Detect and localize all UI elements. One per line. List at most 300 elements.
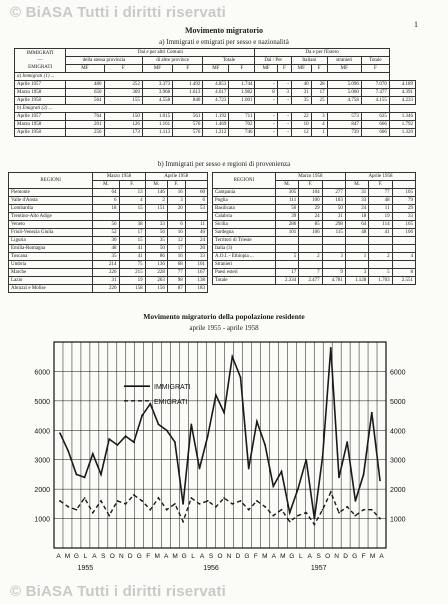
total-cell: 1.128 [345,277,368,285]
point-emigrati [346,506,348,508]
table-cell: 739 [327,129,361,137]
table-cell: 35 [145,237,167,245]
table-cell [369,245,392,253]
table-cell: 126 [104,121,142,129]
table-cell: 286 [275,221,298,229]
point-emigrati [67,506,69,508]
table-cell: 40 [185,229,207,237]
point-emigrati [117,500,119,502]
x-tick-label: N [118,553,124,560]
table-cell: 35 [291,97,311,105]
sub-f: F. [119,181,145,189]
table-cell: 18 [93,205,119,213]
table-cell: 165 [392,221,415,229]
table-cell: 1.469 [203,121,229,129]
region-name: Emilia-Romagna [9,245,93,253]
point-emigrati [207,500,209,502]
table-cell [392,245,415,253]
point-immigrati [117,444,119,446]
table-cell: 56 [275,205,298,213]
point-emigrati [322,509,324,511]
sub-f: F [311,65,327,73]
x-tick-label: S [101,553,106,560]
point-immigrati [59,432,61,434]
table-cell: 48 [345,229,368,237]
table-cell [167,213,185,221]
table-cell: 606 [361,129,389,137]
table-cell: 15 [119,205,145,213]
table-cell: 576 [173,121,203,129]
sub-m: M. [93,181,119,189]
table-cell: 183 [185,285,207,293]
x-tick-label: A [199,553,205,560]
point-emigrati [248,509,250,511]
table-row [213,245,416,253]
table-cell: 41 [119,253,145,261]
point-immigrati [330,347,332,349]
point-immigrati [84,476,86,478]
total-cell: 2.551 [392,277,415,285]
table-cell: 33 [392,213,415,221]
table-cell: 5.096 [327,81,361,89]
sub-m: M. [145,181,167,189]
y-tick-label-left: 5000 [34,398,50,406]
table-cell: - [255,129,277,137]
table-cell: 17 [119,229,145,237]
row-label: Marzo 1958 [15,89,66,97]
region-name: Piemonte [9,189,93,197]
table-cell [322,261,345,269]
table-cell: 11 [369,205,392,213]
table-cell: 19 [369,213,392,221]
point-emigrati [256,500,258,502]
table-cell: 1.015 [142,113,172,121]
region-name: Campania [213,189,276,197]
table-row [9,229,208,237]
table-cell: 31 [322,213,345,221]
table-cell: 20 [185,245,207,253]
table-cell: 17 [167,245,185,253]
point-immigrati [133,441,135,443]
x-tick-label: M [172,553,178,560]
table-cell [299,237,322,245]
x-tick-label: M [64,553,71,560]
table-cell: 573 [327,113,361,121]
table-cell: 702 [229,121,255,129]
table-cell: 16 [167,253,185,261]
x-tick-label: F [253,553,258,560]
table-cell: 13 [119,189,145,197]
table-cell: 85 [299,221,322,229]
table-cell: 79 [392,197,415,205]
point-immigrati [256,421,258,423]
point-emigrati [231,503,233,505]
table-row [213,253,416,261]
region-name: Puglia [213,197,276,205]
table-cell [345,261,368,269]
total-cell: 2.477 [299,277,322,285]
point-emigrati [264,506,266,508]
table-row [213,269,416,277]
x-tick-label: O [325,553,331,560]
table-cell: 9 [322,269,345,277]
table-cell: 24 [185,237,207,245]
table-cell: 4 [311,121,327,129]
table-cell: 106 [392,229,415,237]
table-cell: 41 [369,229,392,237]
y-tick-label-left: 1000 [34,516,50,524]
head-marzo: Marzo 1958 [93,173,145,181]
table-cell: 53 [185,205,207,213]
table-cell: 3.968 [142,89,172,97]
point-immigrati [76,474,78,476]
table-cell: 3 [322,253,345,261]
table-cell: 4.189 [389,81,415,89]
point-immigrati [199,468,201,470]
table-cell: 39 [275,213,298,221]
x-tick-label: S [316,553,321,560]
point-emigrati [272,515,274,517]
point-immigrati [281,471,283,473]
table-cell: 6 [185,197,207,205]
table-a-row-header: IMMIGRATI — EMIGRATI [15,49,66,73]
point-immigrati [174,441,176,443]
x-tick-label: G [289,553,295,560]
table-cell: - [277,129,291,137]
point-emigrati [125,503,127,505]
head-regioni: REGIONI [213,173,276,189]
head-marzo: Marzo 1958 [275,173,345,181]
table-row [9,205,208,213]
table-cell: 7.070 [361,81,389,89]
table-cell: 1.320 [389,129,415,137]
table-cell: 115 [322,229,345,237]
table-cell: 4.758 [327,97,361,105]
year-label: 1955 [77,565,94,572]
table-cell: 48 [369,197,392,205]
region-name: Stranieri [213,261,276,269]
head-altri-comuni: Dal e per altri Comuni [66,49,255,57]
table-cell: 1 [345,253,368,261]
point-emigrati [108,515,110,517]
head-emigrati: EMIGRATI [28,65,53,70]
y-tick-label-left: 4000 [34,428,50,436]
table-cell: 22 [291,113,311,121]
table-cell: 100 [299,197,322,205]
table-cell: 52 [93,229,119,237]
x-tick-label: M [369,553,376,560]
head-aprile: Aprile 1958 [145,173,207,181]
y-tick-label-right: 1000 [390,516,406,524]
table-cell [299,245,322,253]
col-stranieri: stranieri [327,57,361,65]
table-cell: 77 [167,269,185,277]
table-cell: 33 [145,221,167,229]
x-tick-label: F [146,553,151,560]
region-name: Territori di Trieste [213,237,276,245]
table-cell: - [255,81,277,89]
table-cell: 746 [229,129,255,137]
point-emigrati [330,491,332,493]
table-cell: 215 [119,269,145,277]
table-row [9,189,208,197]
table-cell: 2 [145,197,167,205]
point-immigrati [346,441,348,443]
year-label: 1957 [310,565,327,572]
table-row [15,89,416,97]
table-cell: 480 [66,81,104,89]
point-emigrati [84,497,86,499]
point-emigrati [363,509,365,511]
table-row [9,245,208,253]
x-tick-label: D [127,553,133,560]
sub-m: M. [345,181,368,189]
region-name: Valle d'Aosta [9,197,93,205]
table-cell: 1.001 [229,97,255,105]
point-immigrati [297,488,299,490]
x-tick-label: L [298,553,303,560]
point-immigrati [182,503,184,505]
table-cell: 98 [167,277,185,285]
table-row [9,277,208,285]
table-row [15,97,416,105]
x-tick-label: L [191,553,195,560]
table-cell: 41 [119,245,145,253]
point-immigrati [371,412,373,414]
sub-mf: MF [291,65,311,73]
x-tick-label: G [244,553,250,560]
table-cell: 3 [277,89,291,97]
x-tick-label: S [208,553,214,560]
y-tick-label-left: 3000 [34,457,50,465]
table-row [9,261,208,269]
point-immigrati [125,435,127,437]
table-cell: 4.853 [203,81,229,89]
point-immigrati [305,459,307,461]
group-label: b) Emigrati (2) ... [15,105,390,113]
table-row [9,285,208,293]
table-cell: 86 [145,253,167,261]
table-cell: 1.492 [173,81,203,89]
x-tick-label: A [307,553,312,560]
region-name: Basilicata [213,205,276,213]
region-name: Lazio [9,277,93,285]
subtitle-b: b) Immigrati per sesso e regioni di provenienza [157,160,291,168]
x-tick-label: G [181,553,187,560]
table-cell: 114 [369,221,392,229]
table-cell: 151 [145,205,167,213]
table-cell: 7 [299,269,322,277]
table-cell: 4 [119,197,145,205]
table-cell: 29 [299,205,322,213]
table-row [9,213,208,221]
x-tick-label: A [271,553,277,560]
region-name: A.O.I. - Ethiopia ... [213,253,276,261]
region-name: Sicilia [213,221,276,229]
point-immigrati [215,394,217,396]
point-emigrati [297,515,299,517]
table-cell: 764 [66,113,104,121]
table-cell: 4.391 [389,89,415,97]
point-immigrati [166,429,168,431]
head-aprile: Aprile 1958 [345,173,415,181]
table-row [15,129,416,137]
table-cell: 1.113 [142,129,172,137]
table-cell: 138 [185,277,207,285]
table-cell: 101 [185,261,207,269]
table-cell: 136 [145,261,167,269]
subtitle-a: a) Immigrati e emigrati per sesso e nazionalità [159,38,289,46]
table-cell [275,237,298,245]
point-immigrati [264,444,266,446]
table-cell: 31 [93,277,119,285]
table-cell: 50 [145,245,167,253]
table-cell: 10 [291,121,311,129]
table-cell: 158 [119,285,145,293]
table-cell: 33 [345,197,368,205]
table-cell: 226 [93,269,119,277]
table-cell: 111 [275,197,298,205]
table-cell: 1.161 [142,121,172,129]
region-name: Marche [9,269,93,277]
total-cell: 4.781 [322,277,345,285]
point-emigrati [313,524,315,526]
point-immigrati [272,485,274,487]
table-cell: 564 [66,97,104,105]
point-emigrati [379,518,381,520]
table-row [213,189,416,197]
table-cell: 3.373 [142,81,172,89]
table-cell: 56 [93,221,119,229]
row-label: Aprile 1958 [15,129,66,137]
region-name: Trentino-Alto Adige [9,213,93,221]
total-cell: 2.334 [275,277,298,285]
table-cell: 1.192 [203,113,229,121]
x-tick-label: G [73,553,79,560]
head-estero: Da e per l'Estero [255,49,389,57]
table-row [9,237,208,245]
table-cell: 846 [173,97,203,105]
table-group-row [15,105,416,113]
table-cell: 1.212 [203,129,229,137]
watermark-bottom: © BiASA Tutti i diritti riservati [10,583,227,600]
x-tick-label: D [343,553,348,560]
table-cell: 3 [311,113,327,121]
table-cell: 20 [167,205,185,213]
x-tick-label: A [56,553,61,560]
region-name: Veneto [9,221,93,229]
table-cell: 173 [104,129,142,137]
table-cell [275,261,298,269]
point-immigrati [231,356,233,358]
point-emigrati [289,521,291,523]
point-immigrati [149,403,151,405]
table-cell: 18 [345,213,368,221]
table-cell: 12 [291,129,311,137]
table-cell: 220 [93,285,119,293]
y-tick-label-right: 5000 [390,398,406,406]
table-cell: 277 [322,189,345,197]
table-cell: 25 [311,97,327,105]
x-tick-label: M [262,553,268,560]
sub-mf: MF [142,65,172,73]
point-emigrati [166,509,168,511]
table-row [213,213,416,221]
x-tick-label: D [235,553,241,560]
table-cell: 29 [392,205,415,213]
watermark-top: © BiASA Tutti i diritti riservati [10,4,227,21]
region-name: Abruzzi e Molise [9,285,93,293]
col-totale: Totale [203,57,255,65]
table-cell: 64 [345,221,368,229]
sub-m: M. [275,181,298,189]
table-cell: 3 [345,269,368,277]
table-cell: 68 [167,261,185,269]
point-emigrati [223,497,225,499]
region-name: Toscana [9,253,93,261]
table-cell: 561 [173,113,203,121]
table-cell: 16 [167,189,185,197]
row-label: Aprile 1958 [15,97,66,105]
table-cell: - [277,113,291,121]
table-cell: 711 [229,113,255,121]
table-cell: 2 [299,253,322,261]
total-label: Totale [213,277,276,285]
table-cell: 24 [299,213,322,221]
point-immigrati [108,438,110,440]
point-immigrati [289,512,291,514]
sub-mf: MF [203,65,229,73]
legend-label-immigrati: IMMIGRATI [154,384,191,392]
table-cell: 256 [66,129,104,137]
x-tick-label: A [163,553,169,560]
x-tick-label: N [226,553,232,560]
table-cell: - [255,121,277,129]
point-immigrati [379,479,381,481]
table-cell: 5.060 [327,89,361,97]
sub-f: F. [299,181,322,189]
table-cell: 24 [345,205,368,213]
table-cell: 167 [185,269,207,277]
y-tick-label-left: 2000 [34,487,50,495]
table-cell: 11 [185,221,207,229]
table-row [213,221,416,229]
x-tick-label: N [334,553,340,560]
table-cell: - [277,121,291,129]
x-tick-label: G [136,553,142,560]
table-cell [322,245,345,253]
point-immigrati [338,476,340,478]
table-cell: 228 [145,269,167,277]
table-cell: 15 [119,237,145,245]
table-cell: 1.792 [389,121,415,129]
col-altre-province: di altre province [142,57,203,65]
point-emigrati [354,515,356,517]
table-cell [119,213,145,221]
head-regioni: REGIONI [9,173,93,189]
y-tick-label-right: 6000 [390,369,406,377]
table-cell: 38 [119,221,145,229]
legend-label-emigrati: EMIGRATI [154,398,188,406]
x-tick-label: A [379,553,384,560]
table-cell [345,237,368,245]
total-cell: 1.703 [369,277,392,285]
point-emigrati [92,512,94,514]
table-cell: 17 [275,269,298,277]
row-label: Marzo 1958 [15,121,66,129]
table-cell: 1.613 [173,89,203,97]
table-cell [275,245,298,253]
